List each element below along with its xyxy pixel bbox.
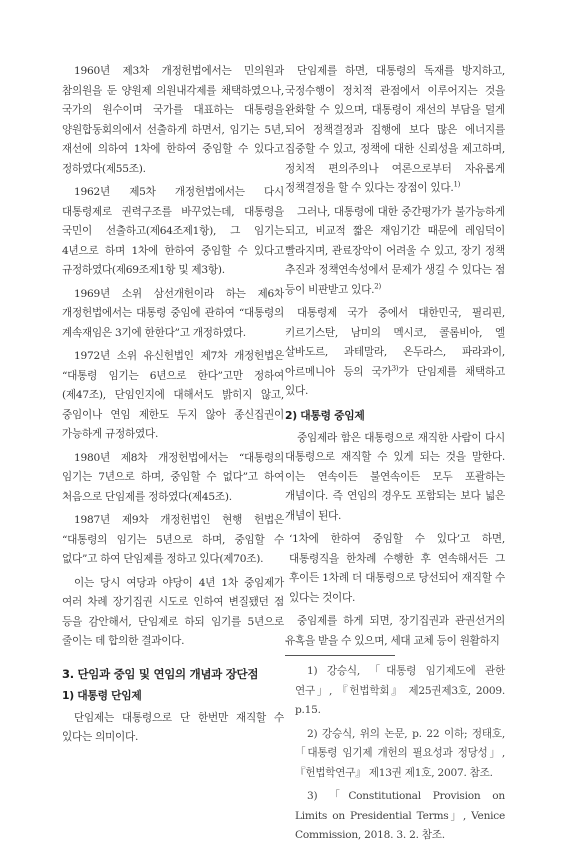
left-column xyxy=(62,62,284,752)
footnote: 2) 강승식, 위의 논문, p. 22 이하; 정태호, 「대통령 임기제 개헌의 필요성과 정당성」, 『헌법학연구』 제13권 제1호, 2007. 참조. xyxy=(295,727,505,779)
paragraph: 1962년 제5차 개정헌법에서는 다시 대통령제로 권력구조를 바꾸었는데, 대통령을 국민이 선출하고(제64조제1항), 그 임기는 4년으로 하며 1차에 한하여 중임할 수 있다고 규정하였다(제69조제1항 및 제3항). xyxy=(62,186,284,276)
paragraph: 1960년 제3차 개정헌법에서는 민의원과 참의원을 둔 양원제 의원내각제를 채택하였으나, 국가의 원수이며 국가를 대표하는 대통령을 양원합동회의에서 선출하게 하면서, 임기는 5년, 재선에 의하여 1차에 한하여 중임할 수 있다고 정하였다(제55조). xyxy=(62,65,284,175)
footnote-ref: 3) xyxy=(391,363,399,372)
footnote-ref: 2) xyxy=(374,281,381,290)
paragraph: 중임제를 하게 되면, 장기집권과 관권선거의 유혹을 받을 수 있으며, 세대 교체 등이 원활하지 xyxy=(285,615,505,647)
paragraph-text: 단임제를 하면, 대통령의 독재를 방지하고, 국정수행이 정치적 관점에서 이루어지는 것을 완화할 수 있으며, 대통령이 재선의 부담을 덜게 되어 정책결정과 집행에 보다 많은 에너지를 집중할 수 있고, 정책에 대한 신뢰성을 제고하며, 정치적 편의주의나 여론으로부터 자유롭게 정책결정을 할 수 있다는 장점이 있다. xyxy=(285,65,505,194)
paragraph: ‘1차에 한하여 중임할 수 있다’고 하면, 대통령직을 한차례 수행한 후 연속해서든 그 후이든 1차례 더 대통령으로 당선되어 재직할 수 있다는 것이다. xyxy=(289,533,505,604)
paragraph: 1980년 제8차 개정헌법에서는 “대통령의 임기는 7년으로 하며, 중임할 수 없다”고 하여 처음으로 단임제를 정하였다(제45조). xyxy=(62,451,284,503)
footnote-ref: 1) xyxy=(453,180,461,189)
footnote: 3) 「Constitutional Provision on Limits on Presidential Terms」, Venice Commission, 2018. 3. 2. 참조. xyxy=(295,790,505,841)
right-column xyxy=(285,62,505,850)
paragraph: 단임제는 대통령으로 단 한번만 재직할 수 있다는 의미이다. xyxy=(62,711,284,743)
footnote: 1) 강승식, 「대통령 임기제도에 관한 연구」, 『헌법학회』 제25권제3호, 2009. p.15. xyxy=(295,665,505,716)
paragraph xyxy=(285,304,505,402)
paragraph: 1987년 제9차 개정헌법인 현행 헌법은 “대통령의 임기는 5년으로 하며, 중임할 수 없다”고 하여 단임제를 정하고 있다(제70조). xyxy=(62,514,284,565)
paragraph: 이는 당시 여당과 야당이 4년 1차 중임제가 여러 차례 장기집권 시도로 인하여 변질됐던 점 등을 감안해서, 단임제로 하되 임기를 5년으로 줄이는 데 합의한 결과이다. xyxy=(62,576,284,647)
section-heading: 3. 단임과 중임 및 연임의 개념과 장단점 xyxy=(62,666,259,681)
footnote-divider xyxy=(285,655,395,656)
paragraph-text: 그러나, 대통령에 대한 중간평가가 불가능하게 되고, 비교적 짧은 재임기간 때문에 레임덕이 빨라지며, 관료장악이 어려울 수 있고, 장기 정책 추진과 정책연속성에서 문제가 생길 수 있다는 점 등이 비판받고 있다. xyxy=(285,205,505,296)
paragraph-text: 가 단임제를 채택하고 있다. xyxy=(285,365,505,397)
paragraph xyxy=(285,62,505,199)
paragraph: 1969년 소위 삼선개헌이라 하는 제6차 개정헌법에서는 대통령 중임에 관하여 “대통령의 계속재임은 3기에 한한다”고 개정하였다. xyxy=(62,287,284,339)
paragraph: 1972년 소위 유신헌법인 제7차 개정헌법은 “대통령 임기는 6년으로 한다”고만 정하여(제47조), 단임인지에 대해서도 밝히지 않고, 중임이나 연임 제한도 두지 않아 종신집권이 가능하게 규정하였다. xyxy=(62,350,284,440)
subsection-heading: 1) 대통령 단임제 xyxy=(62,688,142,702)
paragraph xyxy=(285,203,505,301)
paragraph-text: 대통령제 국가 중에서 대한민국, 필리핀, 키르기스탄, 남미의 멕시코, 콜롬비아, 엘 살바도르, 과테말라, 온두라스, 파라과이, 아르메니아 등의 국가 xyxy=(285,307,505,378)
subsection-heading: 2) 대통령 중임제 xyxy=(285,408,365,422)
paragraph: 중임제라 함은 대통령으로 재직한 사람이 다시 대통령으로 재직할 수 있게 되는 것을 말한다. 이는 연속이든 불연속이든 모두 포괄하는 개념이다. 즉 연임의 경우도 포함되는 보다 넓은 개념이 된다. xyxy=(285,431,505,522)
